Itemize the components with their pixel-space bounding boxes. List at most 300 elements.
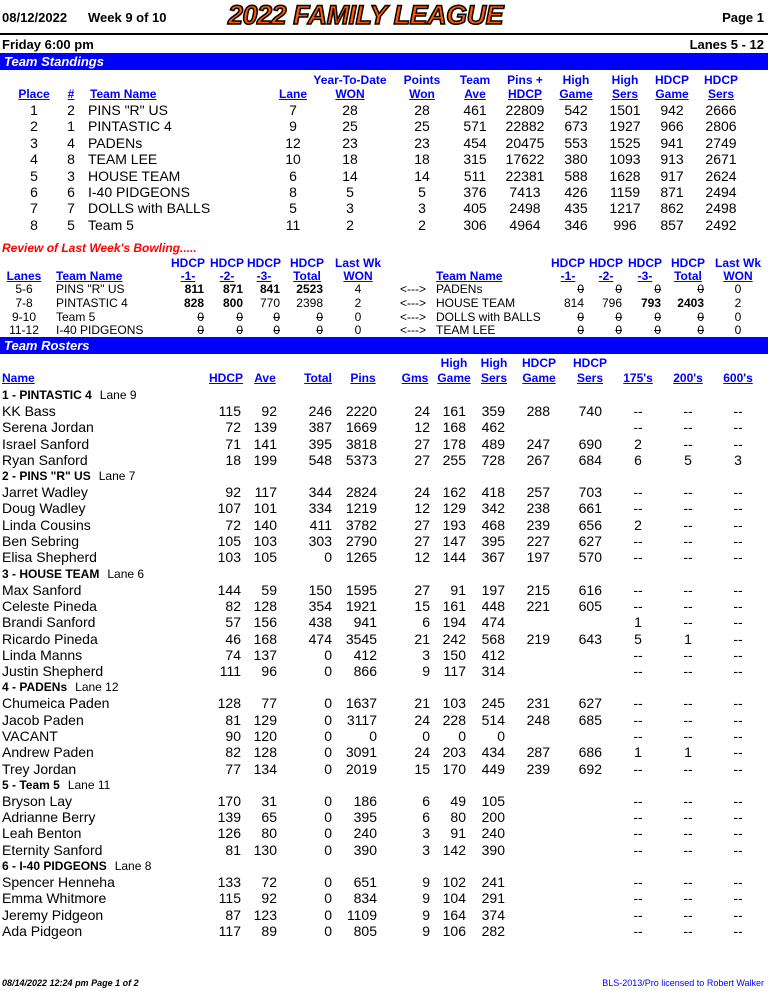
review-header-opp-h3b: -3- — [637, 269, 653, 283]
review-vs-arrow: <---> — [399, 295, 426, 310]
roster-player-stat: 0 — [324, 695, 332, 712]
standing-cell: 12 — [285, 134, 301, 151]
standing-team-name: Team 5 — [88, 216, 134, 233]
roster-player-name: Adrianne Berry — [2, 809, 96, 826]
roster-player-stat: 128 — [253, 744, 277, 761]
lanes-range: Lanes 5 - 12 — [689, 37, 764, 52]
roster-player-count: -- — [683, 792, 693, 809]
roster-player-name: Spencer Henneha — [2, 874, 115, 891]
standing-cell: 2494 — [705, 184, 737, 200]
roster-player-count: -- — [683, 597, 693, 614]
roster-player-stat: 117 — [254, 484, 277, 501]
roster-player-stat: 147 — [442, 533, 466, 550]
roster-player-stat: 395 — [308, 435, 332, 452]
review-score: 871 — [222, 282, 243, 296]
standings-header-lane: Lane — [278, 87, 307, 101]
roster-player-count: -- — [683, 533, 693, 550]
roster-player-stat: 246 — [308, 402, 332, 419]
roster-player-count: -- — [633, 646, 643, 663]
roster-player-stat: 941 — [353, 614, 377, 631]
roster-player-stat: 170 — [217, 792, 241, 809]
roster-player-count: -- — [733, 597, 743, 614]
roster-player-name: Israel Sanford — [2, 435, 90, 452]
roster-player-stat: 334 — [308, 500, 332, 517]
roster-player-stat: 239 — [526, 760, 550, 777]
roster-player-name: Ricardo Pineda — [2, 630, 98, 647]
roster-player-stat: 168 — [442, 419, 466, 436]
roster-player-stat: 77 — [225, 760, 241, 777]
roster-player-stat: 0 — [422, 727, 430, 744]
roster-player-stat: 115 — [218, 402, 241, 419]
roster-player-stat: 0 — [324, 549, 332, 566]
standings-header-hdg2: Game — [655, 87, 689, 101]
roster-player-stat: 616 — [578, 581, 602, 598]
roster-player-stat: 344 — [308, 484, 332, 501]
roster-player-stat: 395 — [353, 809, 377, 826]
review-header-h3b: -3- — [256, 269, 272, 283]
roster-player-stat: 137 — [253, 646, 277, 663]
roster-player-count: -- — [733, 760, 743, 777]
roster-player-count: -- — [633, 402, 643, 419]
review-header-h1b: -1- — [180, 269, 196, 283]
review-team-name: Team 5 — [56, 309, 96, 324]
roster-player-stat: 178 — [442, 435, 466, 452]
roster-header-hds1: HDCP — [572, 356, 607, 370]
standing-cell: 8 — [67, 151, 75, 168]
roster-player-count: -- — [733, 890, 743, 907]
standing-cell: 23 — [414, 134, 430, 151]
standings-header-ave1: Team — [459, 73, 491, 87]
roster-player-stat: 133 — [217, 874, 241, 891]
standing-cell: 2806 — [705, 118, 737, 135]
standing-cell: 2498 — [705, 200, 737, 217]
roster-player-count: -- — [633, 695, 643, 712]
roster-player-count: -- — [733, 533, 743, 550]
standings-header-hs2: Sers — [611, 87, 639, 101]
roster-player-stat: 0 — [324, 809, 332, 826]
roster-team-name: 4 - PADENs — [2, 680, 68, 695]
roster-player-stat: 374 — [481, 906, 505, 923]
roster-player-stat: 342 — [481, 500, 505, 517]
roster-player-stat: 1637 — [345, 695, 377, 712]
roster-player-stat: 87 — [225, 906, 241, 923]
standings-header-hds1: HDCP — [703, 73, 738, 87]
roster-player-stat: 0 — [497, 727, 505, 744]
roster-player-count: -- — [683, 695, 693, 712]
standing-cell: 11 — [285, 216, 301, 233]
review-won: 4 — [354, 282, 362, 296]
standing-team-name: PADENs — [88, 134, 143, 151]
roster-player-stat: 57 — [225, 614, 241, 631]
review-opp-team-name: PADENs — [436, 282, 483, 296]
roster-player-stat: 242 — [442, 630, 466, 647]
standing-cell: 2749 — [705, 134, 737, 151]
standing-cell: 862 — [660, 200, 684, 217]
roster-player-name: Bryson Lay — [2, 792, 73, 809]
review-header-lwa: Last Wk — [334, 256, 381, 270]
roster-player-stat: 1595 — [345, 581, 377, 598]
roster-player-stat: 105 — [253, 549, 277, 566]
rosters-section-bar: Team Rosters — [0, 337, 768, 354]
roster-player-stat: 12 — [414, 500, 430, 517]
review-opp-score: 0 — [654, 282, 661, 296]
standings-header-hs1: High — [611, 73, 639, 87]
roster-header-c200: 200's — [673, 371, 703, 385]
standings-header-ytd2: WON — [335, 87, 365, 101]
roster-player-stat: 106 — [442, 922, 466, 939]
roster-player-stat: 81 — [225, 841, 241, 858]
review-header-h2b: -2- — [219, 269, 235, 283]
roster-player-stat: 0 — [324, 906, 332, 923]
standings-header-num: # — [67, 87, 75, 101]
roster-player-stat: 247 — [526, 435, 550, 452]
roster-player-count: -- — [733, 727, 743, 744]
standings-header-pins2: HDCP — [507, 87, 542, 101]
roster-player-count: -- — [633, 663, 643, 680]
standing-cell: 5 — [346, 184, 354, 200]
standing-cell: 1093 — [609, 151, 641, 168]
roster-header-hdcp: HDCP — [208, 371, 243, 385]
roster-player-name: Ryan Sanford — [2, 451, 88, 468]
review-lanes: 7-8 — [15, 295, 33, 310]
roster-player-stat: 468 — [481, 516, 505, 533]
roster-player-stat: 90 — [225, 727, 241, 744]
roster-player-stat: 0 — [324, 646, 332, 663]
roster-player-stat: 6 — [422, 809, 430, 826]
roster-header-name: Name — [2, 371, 35, 385]
review-score: 770 — [259, 295, 280, 310]
roster-header-hs1: High — [480, 356, 508, 370]
roster-player-stat: 129 — [253, 711, 277, 728]
roster-player-name: Celeste Pineda — [2, 597, 97, 614]
standing-cell: 3 — [418, 200, 426, 217]
standing-cell: 1501 — [609, 102, 641, 118]
roster-player-count: 6 — [634, 451, 642, 468]
roster-player-count: -- — [633, 597, 643, 614]
review-score: 0 — [316, 323, 323, 338]
roster-player-stat: 3 — [422, 646, 430, 663]
roster-player-stat: 395 — [481, 533, 505, 550]
roster-player-stat: 80 — [450, 809, 466, 826]
roster-player-count: -- — [633, 825, 643, 842]
roster-player-count: -- — [733, 841, 743, 858]
standing-cell: 376 — [463, 184, 487, 200]
roster-player-stat: 257 — [526, 484, 550, 501]
standing-cell: 4964 — [509, 216, 541, 233]
roster-team-header — [2, 388, 137, 402]
roster-player-name: Serena Jordan — [2, 419, 94, 436]
roster-player-name: Justin Shepherd — [2, 663, 104, 680]
roster-player-count: -- — [633, 711, 643, 728]
roster-player-stat: 0 — [324, 825, 332, 842]
roster-player-count: -- — [683, 760, 693, 777]
roster-player-stat: 434 — [481, 744, 505, 761]
standing-team-name: PINTASTIC 4 — [88, 118, 172, 135]
roster-player-stat: 92 — [261, 890, 277, 907]
roster-player-stat: 684 — [578, 451, 602, 468]
standing-cell: 18 — [414, 151, 430, 168]
roster-player-stat: 255 — [442, 451, 466, 468]
review-score: 828 — [183, 295, 204, 310]
roster-player-count: -- — [733, 744, 743, 761]
standings-header-hdg1: HDCP — [654, 73, 689, 87]
roster-header-hdg1: HDCP — [521, 356, 556, 370]
roster-player-stat: 164 — [442, 906, 466, 923]
review-won: 0 — [354, 309, 362, 324]
standing-cell: 7413 — [509, 184, 541, 200]
standing-cell: 996 — [613, 216, 637, 233]
standing-cell: 1525 — [609, 134, 641, 151]
roster-player-stat: 240 — [481, 825, 505, 842]
print-timestamp: 08/14/2022 12:24 pm Page 1 of 2 — [2, 978, 139, 988]
standing-cell: 20475 — [505, 134, 545, 151]
standing-cell: 3 — [30, 134, 38, 151]
roster-player-stat: 3 — [422, 825, 430, 842]
roster-header-gms: Gms — [401, 371, 429, 385]
roster-player-stat: 288 — [526, 402, 550, 419]
review-opp-score: 796 — [601, 295, 622, 310]
review-header-team: Team Name — [56, 269, 123, 283]
roster-player-stat: 240 — [353, 825, 377, 842]
roster-header-c175: 175's — [623, 371, 653, 385]
roster-player-stat: 24 — [414, 484, 430, 501]
review-header-opp-h2b: -2- — [598, 269, 614, 283]
roster-player-stat: 462 — [481, 419, 505, 436]
roster-player-stat: 12 — [414, 419, 430, 436]
standings-header-hg2: Game — [559, 87, 593, 101]
roster-player-count: -- — [733, 646, 743, 663]
roster-player-stat: 15 — [414, 760, 430, 777]
roster-player-stat: 150 — [442, 646, 466, 663]
roster-player-count: -- — [633, 809, 643, 826]
roster-player-name: Trey Jordan — [2, 760, 77, 777]
standing-cell: 1 — [30, 102, 38, 118]
roster-player-count: -- — [633, 581, 643, 598]
roster-player-stat: 203 — [442, 744, 466, 761]
roster-player-name: Eternity Sanford — [2, 841, 103, 858]
roster-player-stat: 115 — [218, 890, 241, 907]
standings-header-place: Place — [18, 87, 50, 101]
review-header-lanes: Lanes — [6, 269, 42, 283]
standing-cell: 14 — [342, 167, 358, 184]
standing-cell: 966 — [660, 118, 684, 135]
standing-cell: 306 — [463, 216, 487, 233]
roster-player-count: -- — [733, 435, 743, 452]
review-header-opp-hta: HDCP — [670, 256, 705, 270]
roster-player-stat: 197 — [526, 549, 550, 566]
review-team-name: I-40 PIDGEONS — [56, 323, 144, 338]
roster-player-stat: 193 — [442, 516, 466, 533]
standing-cell: 17622 — [505, 151, 545, 168]
roster-player-stat: 0 — [324, 874, 332, 891]
standing-cell: 18 — [342, 151, 358, 168]
roster-player-stat: 9 — [422, 922, 430, 939]
review-vs-arrow: <---> — [399, 282, 426, 296]
review-opp-score: 814 — [563, 295, 584, 310]
roster-player-stat: 24 — [414, 402, 430, 419]
roster-player-stat: 91 — [450, 581, 466, 598]
review-header-opp-team: Team Name — [436, 269, 503, 283]
roster-player-stat: 82 — [225, 744, 241, 761]
roster-player-count: -- — [683, 614, 693, 631]
roster-player-stat: 74 — [225, 646, 241, 663]
roster-player-stat: 3782 — [345, 516, 377, 533]
review-opp-score: 0 — [697, 282, 704, 296]
roster-team-lane: Lane 8 — [114, 859, 152, 874]
roster-player-stat: 21 — [414, 695, 430, 712]
review-opp-score: 0 — [697, 309, 704, 324]
roster-player-stat: 651 — [353, 874, 377, 891]
roster-player-stat: 354 — [308, 597, 332, 614]
roster-player-count: -- — [733, 500, 743, 517]
roster-player-count: -- — [683, 906, 693, 923]
standings-header-pts2: Won — [409, 87, 435, 101]
roster-player-stat: 0 — [324, 792, 332, 809]
roster-player-stat: 221 — [526, 597, 550, 614]
standing-cell: 5 — [289, 200, 297, 217]
roster-player-stat: 117 — [218, 922, 241, 939]
roster-player-stat: 303 — [308, 533, 332, 550]
roster-player-stat: 0 — [369, 727, 377, 744]
standing-cell: 22809 — [505, 102, 545, 118]
roster-player-stat: 65 — [261, 809, 277, 826]
roster-player-stat: 2790 — [345, 533, 377, 550]
standing-cell: 553 — [564, 134, 588, 151]
standing-cell: 2 — [67, 102, 75, 118]
review-opp-score: 0 — [654, 323, 661, 338]
standings-header-team: Team Name — [90, 87, 157, 101]
roster-player-stat: 92 — [225, 484, 241, 501]
roster-player-stat: 199 — [253, 451, 277, 468]
standing-cell: 25 — [414, 118, 430, 135]
roster-player-count: -- — [633, 792, 643, 809]
standing-cell: 25 — [342, 118, 358, 135]
roster-player-stat: 287 — [526, 744, 550, 761]
review-opp-score: 0 — [615, 309, 622, 324]
roster-player-stat: 474 — [481, 614, 505, 631]
roster-player-stat: 72 — [261, 874, 277, 891]
review-lanes: 9-10 — [11, 309, 37, 324]
roster-player-count: -- — [633, 906, 643, 923]
roster-player-stat: 24 — [414, 744, 430, 761]
roster-player-stat: 805 — [353, 922, 377, 939]
roster-player-count: -- — [633, 874, 643, 891]
standing-cell: 346 — [564, 216, 588, 233]
standing-cell: 2498 — [509, 200, 541, 217]
roster-player-stat: 267 — [526, 451, 550, 468]
standing-cell: 1 — [67, 118, 75, 135]
roster-player-stat: 0 — [324, 727, 332, 744]
roster-player-stat: 103 — [253, 533, 277, 550]
roster-player-count: 3 — [734, 451, 742, 468]
roster-player-stat: 228 — [442, 711, 466, 728]
roster-header-ave: Ave — [254, 371, 276, 385]
roster-team-lane: Lane 11 — [67, 777, 111, 792]
roster-player-count: -- — [633, 500, 643, 517]
roster-player-count: -- — [633, 841, 643, 858]
roster-player-name: VACANT — [2, 727, 58, 744]
roster-player-name: Linda Cousins — [2, 516, 91, 533]
roster-player-count: -- — [633, 760, 643, 777]
roster-player-count: -- — [733, 809, 743, 826]
standing-cell: 1159 — [609, 184, 641, 200]
roster-player-stat: 0 — [324, 890, 332, 907]
review-opp-team-name: DOLLS with BALLS — [436, 309, 541, 324]
roster-player-name: Ada Pidgeon — [2, 922, 83, 939]
roster-team-name: 1 - PINTASTIC 4 — [2, 388, 92, 402]
standing-cell: 3 — [67, 167, 75, 184]
roster-player-stat: 449 — [481, 760, 505, 777]
roster-player-stat: 144 — [442, 549, 466, 566]
roster-player-count: -- — [633, 922, 643, 939]
roster-player-count: -- — [733, 419, 743, 436]
review-section-title: Review of Last Week's Bowling..... — [2, 241, 197, 255]
roster-player-stat: 359 — [481, 402, 505, 419]
roster-player-stat: 140 — [253, 516, 277, 533]
roster-player-stat: 0 — [324, 760, 332, 777]
roster-player-stat: 27 — [414, 533, 430, 550]
roster-player-count: -- — [683, 516, 693, 533]
roster-player-stat: 0 — [324, 663, 332, 680]
standing-cell: 2 — [30, 118, 38, 135]
roster-player-stat: 49 — [450, 792, 466, 809]
roster-player-stat: 77 — [261, 695, 277, 712]
roster-player-stat: 27 — [414, 516, 430, 533]
roster-player-name: Andrew Paden — [2, 744, 94, 761]
roster-player-stat: 130 — [253, 841, 277, 858]
roster-header-c600: 600's — [723, 371, 753, 385]
roster-header-hg2: Game — [437, 371, 471, 385]
roster-player-count: 2 — [634, 516, 642, 533]
roster-player-stat: 3117 — [346, 711, 377, 728]
roster-player-stat: 685 — [578, 711, 602, 728]
standing-cell: 315 — [463, 151, 487, 168]
roster-player-stat: 227 — [526, 533, 550, 550]
review-header-h2a: HDCP — [209, 256, 244, 270]
roster-team-lane: Lane 12 — [75, 680, 119, 695]
roster-player-stat: 168 — [253, 630, 277, 647]
roster-player-stat: 390 — [353, 841, 377, 858]
roster-player-stat: 2019 — [345, 760, 377, 777]
roster-player-stat: 194 — [442, 614, 466, 631]
roster-player-stat: 3091 — [345, 744, 377, 761]
standing-cell: 871 — [660, 184, 684, 200]
roster-player-stat: 866 — [353, 663, 377, 680]
standing-cell: 1217 — [609, 200, 641, 217]
standing-team-name: DOLLS with BALLS — [88, 200, 211, 217]
roster-player-stat: 104 — [442, 890, 466, 907]
standing-cell: 28 — [414, 102, 430, 118]
roster-player-stat: 514 — [481, 711, 505, 728]
license-note: BLS-2013/Pro licensed to Robert Walker — [602, 978, 764, 988]
review-header-opp-h1a: HDCP — [550, 256, 585, 270]
roster-player-name: Emma Whitmore — [2, 890, 107, 907]
roster-player-stat: 105 — [481, 792, 505, 809]
review-header-hta: HDCP — [289, 256, 324, 270]
week-indicator: Week 9 of 10 — [88, 10, 167, 25]
standing-cell: 942 — [660, 102, 684, 118]
review-opp-score: 0 — [577, 309, 584, 324]
standing-cell: 673 — [564, 118, 588, 135]
standing-cell: 511 — [463, 167, 487, 184]
roster-player-stat: 107 — [217, 500, 241, 517]
roster-player-name: Doug Wadley — [2, 500, 86, 517]
roster-player-count: -- — [683, 402, 693, 419]
roster-player-stat: 96 — [261, 663, 277, 680]
review-header-h1a: HDCP — [170, 256, 205, 270]
standing-cell: 5 — [67, 216, 75, 233]
standing-cell: 6 — [289, 167, 297, 184]
